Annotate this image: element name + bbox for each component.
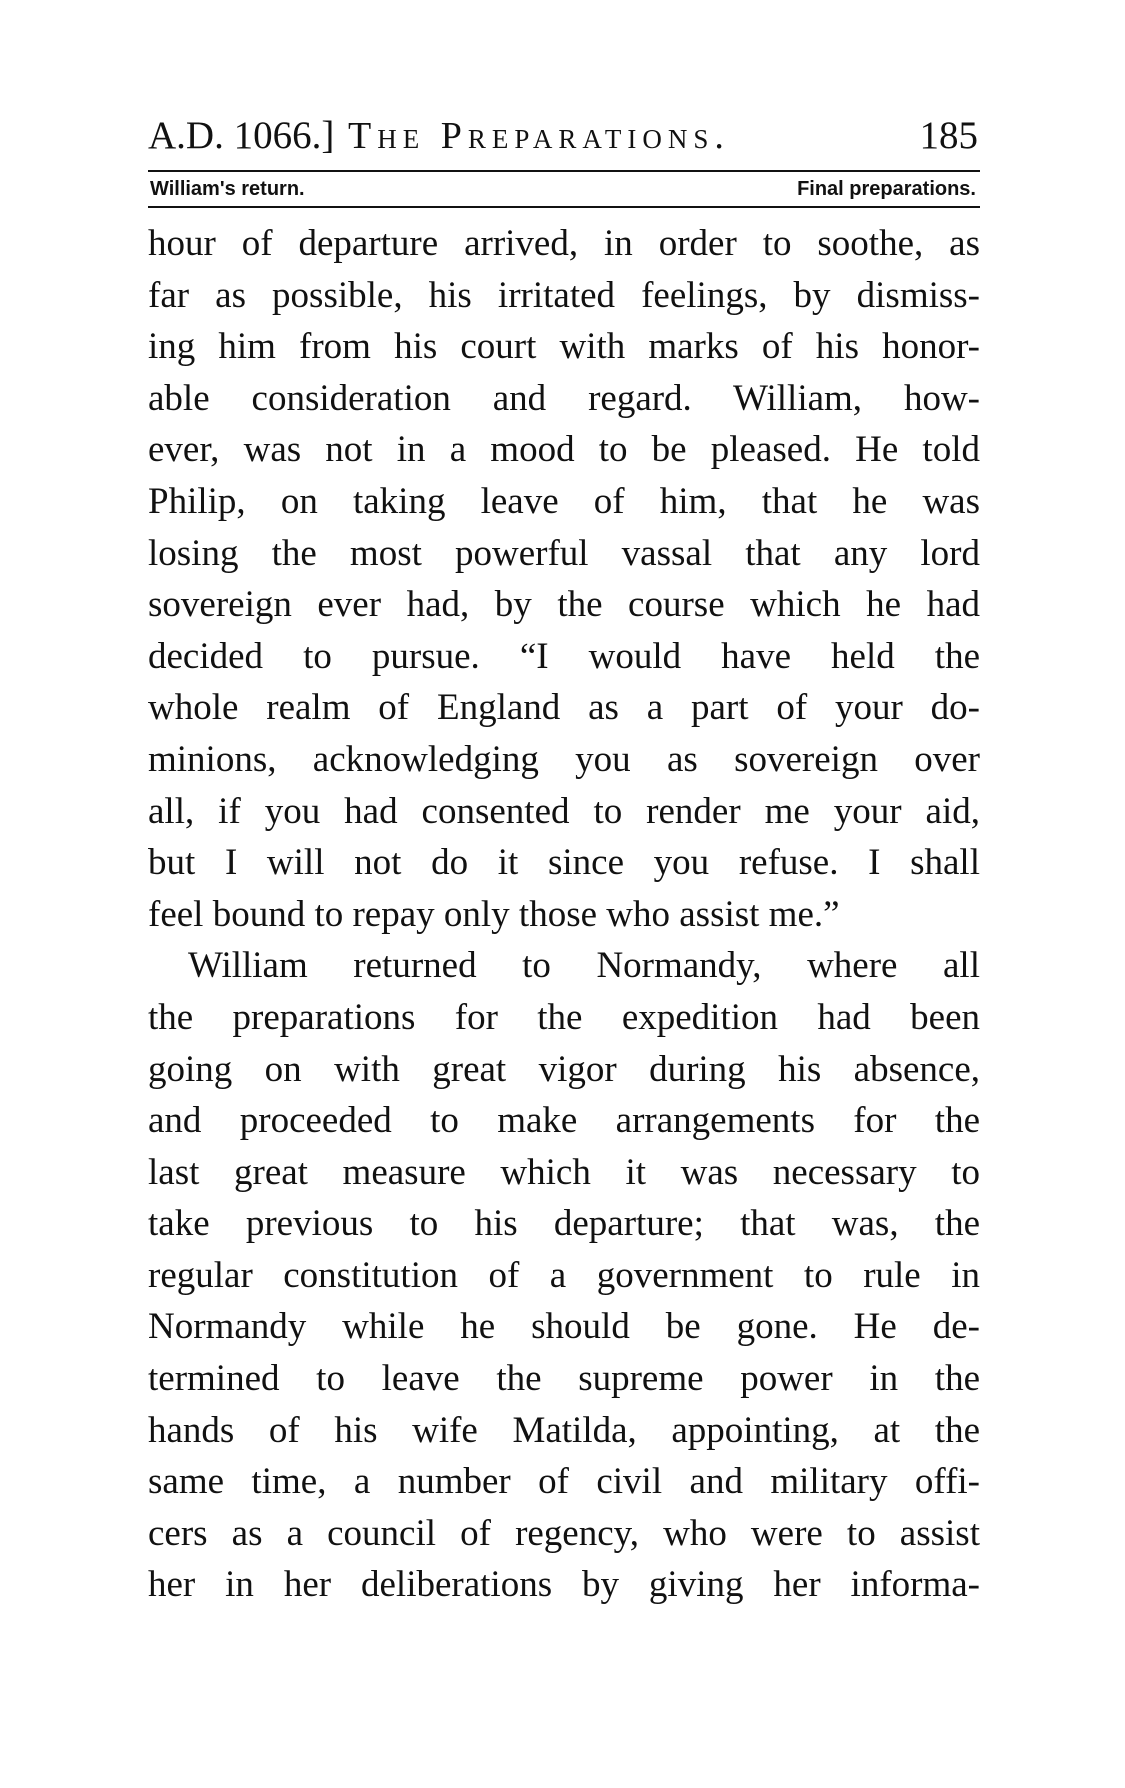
text-line: the preparations for the expedition had been [148,996,980,1038]
text-line: ever, was not in a mood to be pleased. He told [148,429,980,471]
text-line: hands of his wife Matilda, appointing, at the [148,1409,980,1451]
text-line: her in her deliberations by giving her informa- [148,1564,980,1606]
text-line: far as possible, his irritated feelings, by dismiss- [148,274,980,316]
text-line: able consideration and regard. William, how- [148,377,980,419]
side-notes [148,172,980,206]
text-line: hour of departure arrived, in order to soothe, as [148,223,980,264]
side-note-right: Final preparations. [797,178,976,200]
text-line: sovereign ever had, by the course which he had [148,584,980,626]
text-line: going on with great vigor during his absence, [148,1048,980,1090]
running-head [148,108,980,164]
side-note-left: William's return. [150,178,305,200]
text-line: all, if you had consented to render me your aid, [148,790,980,832]
page-number: 185 [919,114,978,157]
text-line: same time, a number of civil and military offi- [148,1461,980,1503]
text-line: feel bound to repay only those who assist me.” [148,893,840,935]
text-line: whole realm of England as a part of your do- [148,687,980,729]
text-line: and proceeded to make arrangements for the [148,1100,980,1142]
text-line: cers as a council of regency, who were to assist [148,1512,980,1554]
text-line: regular constitution of a government to rule in [148,1254,980,1296]
running-head-title: The Preparations. [348,115,730,157]
text-line: William returned to Normandy, where all [188,945,980,987]
text-line: Philip, on taking leave of him, that he was [148,480,980,522]
text-line: decided to pursue. “I would have held the [148,635,980,677]
body-text [148,218,980,1611]
text-line: termined to leave the supreme power in the [148,1358,980,1400]
text-line: ing him from his court with marks of his honor- [148,326,980,368]
book-page [148,108,980,1611]
text-line: but I will not do it since you refuse. I shall [148,842,980,884]
header-rule-bottom [148,206,980,208]
text-line: last great measure which it was necessary to [148,1151,980,1193]
running-head-date: A.D. 1066.] [148,114,335,157]
text-line: losing the most powerful vassal that any lord [148,532,980,574]
text-line: take previous to his departure; that was, the [148,1203,980,1245]
text-line: Normandy while he should be gone. He de- [148,1306,980,1348]
text-line: minions, acknowledging you as sovereign over [148,738,980,780]
